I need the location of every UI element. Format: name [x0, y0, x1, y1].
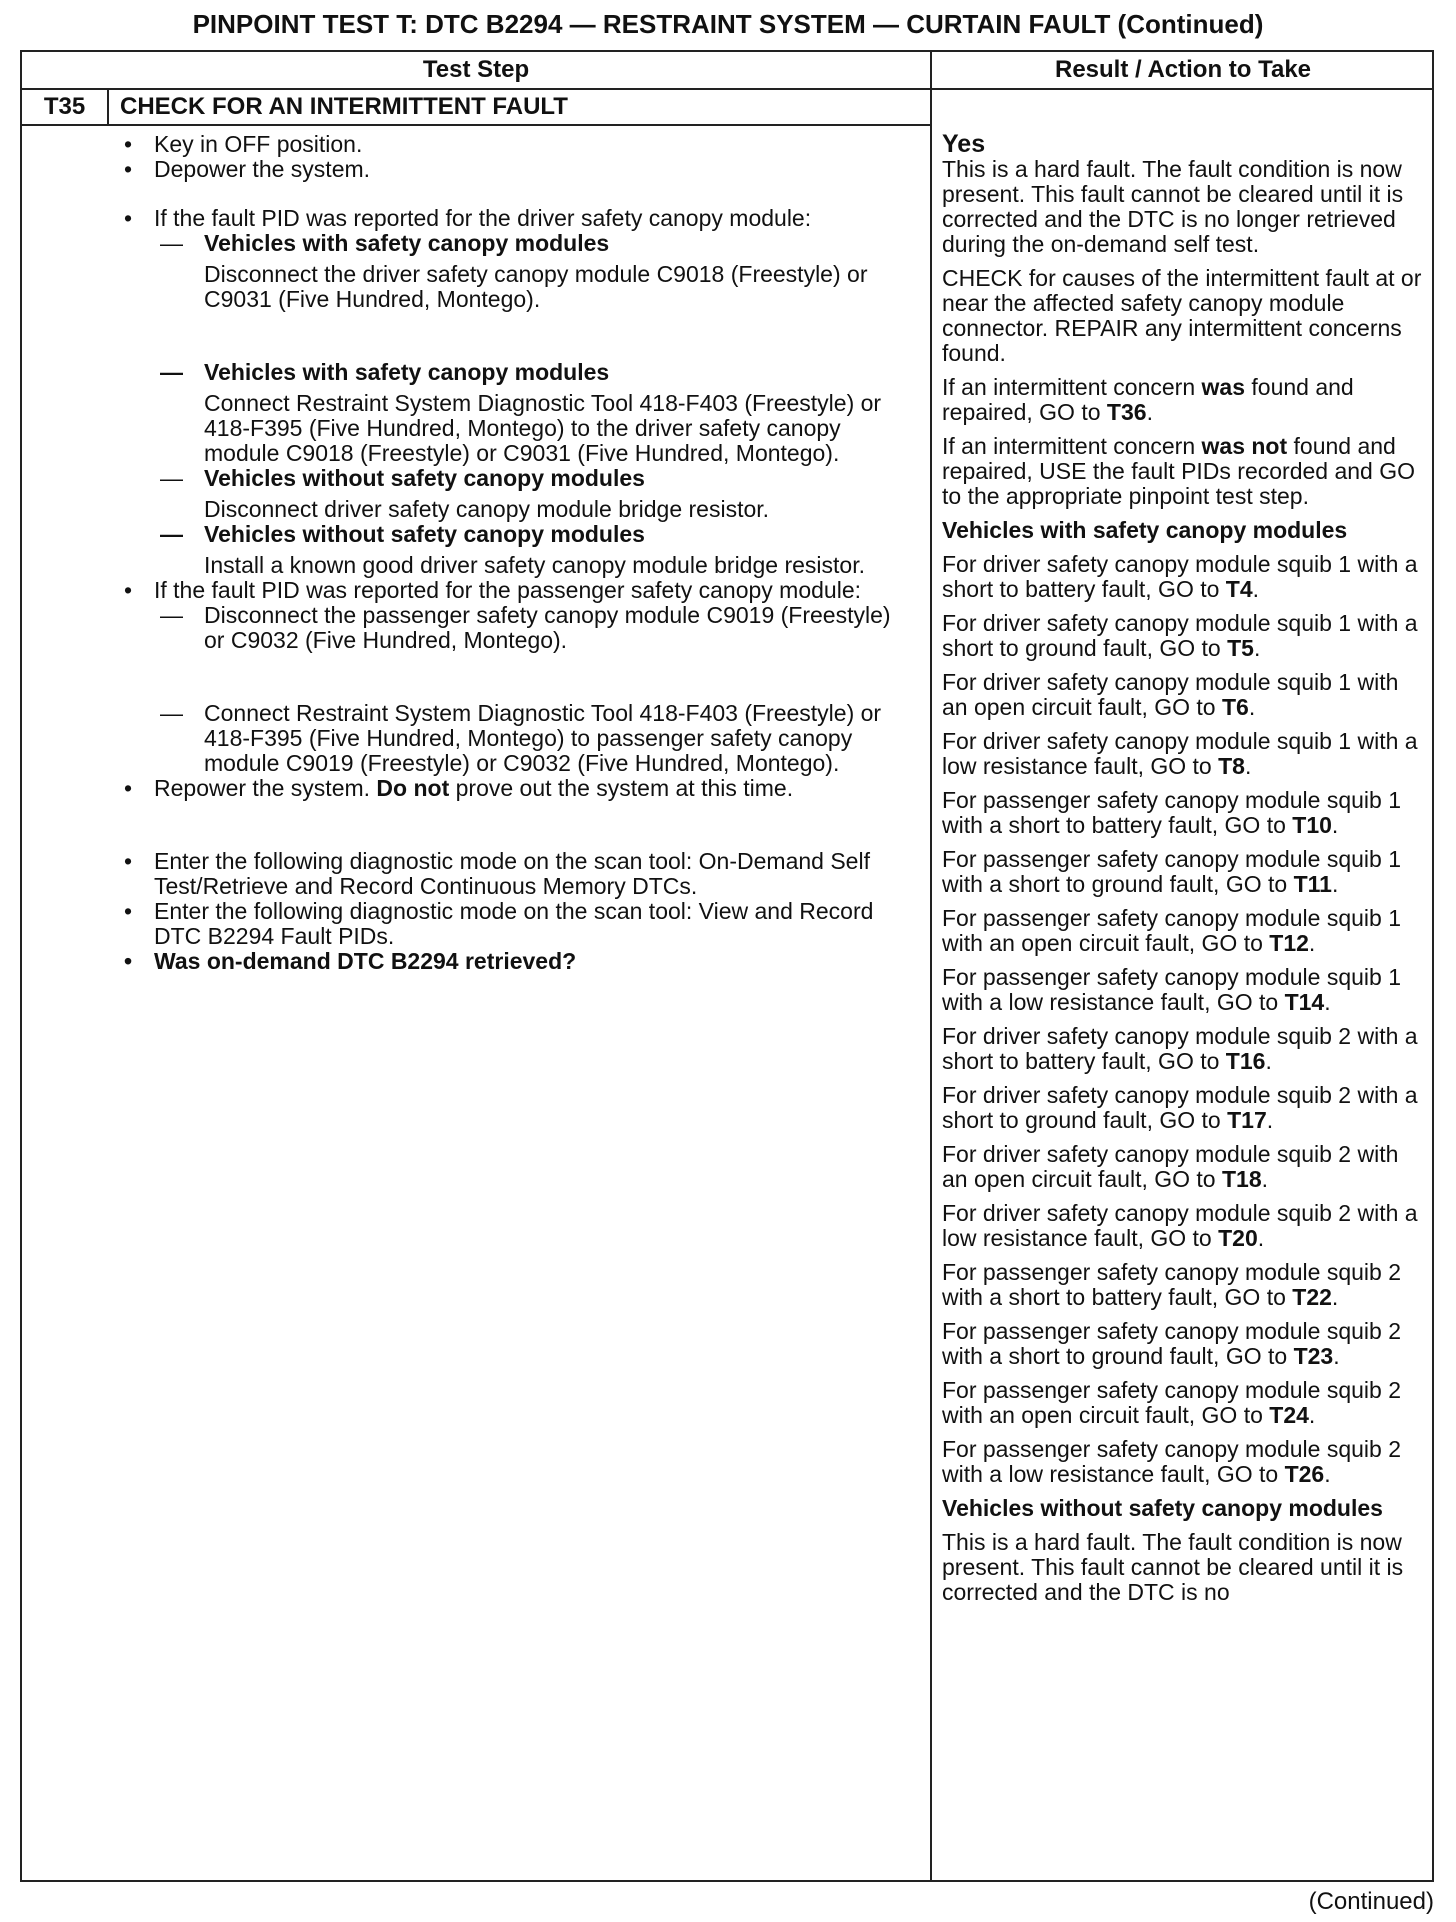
- goto-step: T5: [1227, 635, 1254, 661]
- section-heading: Vehicles with safety canopy modules: [942, 517, 1348, 543]
- result-item: For driver safety canopy module squib 1 with an open circuit fault, GO to T6.: [942, 669, 1399, 720]
- sub-item-heading-text: Vehicles with safety canopy modules: [204, 359, 610, 385]
- sub-item-heading-text: Vehicles without safety canopy modules: [204, 465, 645, 491]
- sub-item: — Connect Restraint System Diagnostic Tool 418-F403 (Freestyle) or 418-F395 (Five Hundred, Montego) to passenger safety canopy module C9019 (Freestyle) or C9032 (Five Hundred, Montego).: [160, 700, 882, 776]
- sub-item: — Disconnect the passenger safety canopy module C9019 (Freestyle) or C9032 (Five Hundred, Montego).: [160, 602, 891, 653]
- header-result: Result / Action to Take: [1054, 56, 1312, 83]
- goto-step: T6: [1221, 694, 1249, 720]
- result-item: For passenger safety canopy module squib 1 with a short to battery fault, GO to T10.: [942, 787, 1401, 838]
- sub-item-heading: — Vehicles without safety canopy modules: [160, 521, 645, 547]
- pinpoint-test-table: [20, 50, 1434, 1882]
- text-run: Repower the system.: [154, 775, 377, 801]
- goto-step: T11: [1293, 871, 1332, 897]
- result-item: For passenger safety canopy module squib 2 with a low resistance fault, GO to T26.: [942, 1436, 1401, 1487]
- step-id: T35: [43, 93, 86, 120]
- text-run: found and repaired, USE the fault PIDs recorded and GO to the appropriate pinpoint test step.: [942, 433, 1416, 509]
- sub-item-heading: — Vehicles with safety canopy modules: [160, 230, 610, 256]
- result-paragraph: If an intermittent concern was found and repaired, GO to T36.: [942, 374, 1354, 425]
- list-item: • If the fault PID was reported for the driver safety canopy module:: [114, 206, 904, 231]
- result-item: For passenger safety canopy module squib 2 with a short to ground fault, GO to T23.: [942, 1318, 1401, 1369]
- sub-item-text: Connect Restraint System Diagnostic Tool 418-F403 (Freestyle) or 418-F395 (Five Hundred, Montego) to passenger safety canopy module C9019 (Freestyle) or C9032 (Five Hundred, Montego).: [204, 700, 882, 776]
- goto-step: T24: [1269, 1402, 1309, 1428]
- result-item-text: For passenger safety canopy module squib 2 with a short to battery fault, GO to: [942, 1259, 1401, 1310]
- goto-step: T4: [1225, 576, 1253, 602]
- list-item-question: • Was on-demand DTC B2294 retrieved?: [114, 949, 904, 974]
- goto-step: T14: [1284, 989, 1325, 1015]
- result-item-text: For passenger safety canopy module squib 2 with an open circuit fault, GO to: [942, 1377, 1401, 1428]
- step-id-divider: [107, 88, 109, 124]
- result-item-text: For driver safety canopy module squib 2 with a short to ground fault, GO to: [942, 1082, 1418, 1133]
- goto-step: T18: [1221, 1166, 1262, 1192]
- result-item: For passenger safety canopy module squib 2 with an open circuit fault, GO to T24.: [942, 1377, 1401, 1428]
- result-paragraph: [942, 434, 1430, 509]
- result-item: For driver safety canopy module squib 2 with an open circuit fault, GO to T18.: [942, 1141, 1399, 1192]
- result-item: For passenger safety canopy module squib 1 with a low resistance fault, GO to T14.: [942, 964, 1401, 1015]
- sub-item-heading-text: Vehicles with safety canopy modules: [204, 230, 610, 256]
- sub-item-text: Connect Restraint System Diagnostic Tool 418-F403 (Freestyle) or 418-F395 (Five Hundred, Montego) to the driver safety canopy module C9018 (Freestyle) or C9031 (Five Hundred, Montego).: [204, 390, 882, 466]
- goto-step: T17: [1227, 1107, 1267, 1133]
- text-run: If an intermittent concern: [942, 374, 1202, 400]
- result-item-text: For driver safety canopy module squib 2 with a low resistance fault, GO to: [942, 1200, 1418, 1251]
- result-item-text: For passenger safety canopy module squib 2 with a short to ground fault, GO to: [942, 1318, 1401, 1369]
- list-item: • If the fault PID was reported for the passenger safety canopy module:: [114, 578, 904, 603]
- result-item-text: For driver safety canopy module squib 2 with an open circuit fault, GO to: [942, 1141, 1399, 1192]
- result-content: [942, 132, 1430, 1605]
- test-step-content: [114, 132, 904, 974]
- text-run-bold: was not: [1201, 433, 1288, 459]
- result-item-text: For driver safety canopy module squib 1 with an open circuit fault, GO to: [942, 669, 1399, 720]
- result-paragraph: This is a hard fault. The fault condition is now present. This fault cannot be cleared until it is corrected and the DTC is no: [942, 1529, 1404, 1605]
- result-item-text: For passenger safety canopy module squib 1 with a short to battery fault, GO to: [942, 787, 1401, 838]
- list-item: • Enter the following diagnostic mode on the scan tool: On-Demand Self Test/Retrieve and Record Continuous Memory DTCs.: [114, 849, 904, 899]
- result-item-text: For driver safety canopy module squib 1 with a short to ground fault, GO to: [942, 610, 1418, 661]
- sub-item-text: Disconnect the driver safety canopy module C9018 (Freestyle) or C9031 (Five Hundred, Montego).: [204, 261, 868, 312]
- sub-item-text: Disconnect the passenger safety canopy module C9019 (Freestyle) or C9032 (Five Hundred, Montego).: [204, 602, 891, 653]
- result-item: For driver safety canopy module squib 2 with a low resistance fault, GO to T20.: [942, 1200, 1418, 1251]
- result-item-text: For passenger safety canopy module squib 1 with an open circuit fault, GO to: [942, 905, 1401, 956]
- list-item: [114, 776, 904, 801]
- list-item: • Enter the following diagnostic mode on the scan tool: View and Record DTC B2294 Fault PIDs.: [114, 899, 904, 949]
- result-item-text: For driver safety canopy module squib 1 with a low resistance fault, GO to: [942, 728, 1418, 779]
- text-run: If an intermittent concern: [942, 433, 1202, 459]
- result-item-text: For passenger safety canopy module squib 1 with a short to ground fault, GO to: [942, 846, 1401, 897]
- goto-step: T36: [1106, 399, 1147, 425]
- sub-item-text: Install a known good driver safety canopy module bridge resistor.: [204, 552, 865, 578]
- sub-item-heading-text: Vehicles without safety canopy modules: [204, 521, 645, 547]
- result-item: For driver safety canopy module squib 1 with a short to ground fault, GO to T5.: [942, 610, 1418, 661]
- result-item: For driver safety canopy module squib 1 with a short to battery fault, GO to T4.: [942, 551, 1418, 602]
- text-run: found and repaired, GO to: [942, 374, 1354, 425]
- step-title: CHECK FOR AN INTERMITTENT FAULT: [120, 93, 568, 120]
- goto-step: T26: [1284, 1461, 1325, 1487]
- continued-label: (Continued): [1308, 1888, 1434, 1915]
- yes-heading: Yes: [942, 130, 986, 158]
- goto-step: T22: [1292, 1284, 1332, 1310]
- goto-step: T23: [1293, 1343, 1334, 1369]
- result-item: For driver safety canopy module squib 2 with a short to ground fault, GO to T17.: [942, 1082, 1418, 1133]
- sub-item-heading: — Vehicles with safety canopy modules: [160, 359, 610, 385]
- result-paragraph: CHECK for causes of the intermittent fault at or near the affected safety canopy module connector. REPAIR any intermittent concerns found.: [942, 265, 1422, 366]
- result-item: For passenger safety canopy module squib 1 with an open circuit fault, GO to T12.: [942, 905, 1401, 956]
- header-rule-right: [930, 88, 1434, 90]
- result-item: For driver safety canopy module squib 1 with a low resistance fault, GO to T8.: [942, 728, 1418, 779]
- text-run-bold: was: [1201, 374, 1245, 400]
- result-paragraph: This is a hard fault. The fault condition is now present. This fault cannot be cleared until it is corrected and the DTC is no longer retrieved during the on-demand self test.: [942, 156, 1404, 257]
- page-title: PINPOINT TEST T: DTC B2294 — RESTRAINT SYSTEM — CURTAIN FAULT (Continued): [192, 9, 1264, 39]
- result-item: For passenger safety canopy module squib 2 with a short to battery fault, GO to T22.: [942, 1259, 1401, 1310]
- result-item: For passenger safety canopy module squib 1 with a short to ground fault, GO to T11.: [942, 846, 1401, 897]
- text-run: prove out the system at this time.: [449, 775, 794, 801]
- goto-step: T10: [1292, 812, 1332, 838]
- result-item-text: For passenger safety canopy module squib 2 with a low resistance fault, GO to: [942, 1436, 1401, 1487]
- result-list: [942, 552, 1430, 1487]
- goto-step: T12: [1269, 930, 1309, 956]
- result-item-text: For driver safety canopy module squib 2 with a short to battery fault, GO to: [942, 1023, 1418, 1074]
- goto-step: T16: [1225, 1048, 1266, 1074]
- list-item: • Key in OFF position.: [114, 132, 904, 157]
- text-run-bold: Do not: [376, 775, 450, 801]
- sub-item-heading: — Vehicles without safety canopy modules: [160, 465, 645, 491]
- result-item: For driver safety canopy module squib 2 with a short to battery fault, GO to T16.: [942, 1023, 1418, 1074]
- list-item: • Depower the system.: [114, 157, 904, 182]
- goto-step: T20: [1218, 1225, 1258, 1251]
- sub-item-text: Disconnect driver safety canopy module bridge resistor.: [204, 496, 770, 522]
- header-test-step: Test Step: [422, 56, 530, 83]
- result-item-text: For driver safety canopy module squib 1 with a short to battery fault, GO to: [942, 551, 1418, 602]
- column-divider: [930, 52, 932, 1880]
- goto-step: T8: [1218, 753, 1245, 779]
- section-heading: Vehicles without safety canopy modules: [942, 1495, 1383, 1521]
- result-item-text: For passenger safety canopy module squib 1 with a low resistance fault, GO to: [942, 964, 1401, 1015]
